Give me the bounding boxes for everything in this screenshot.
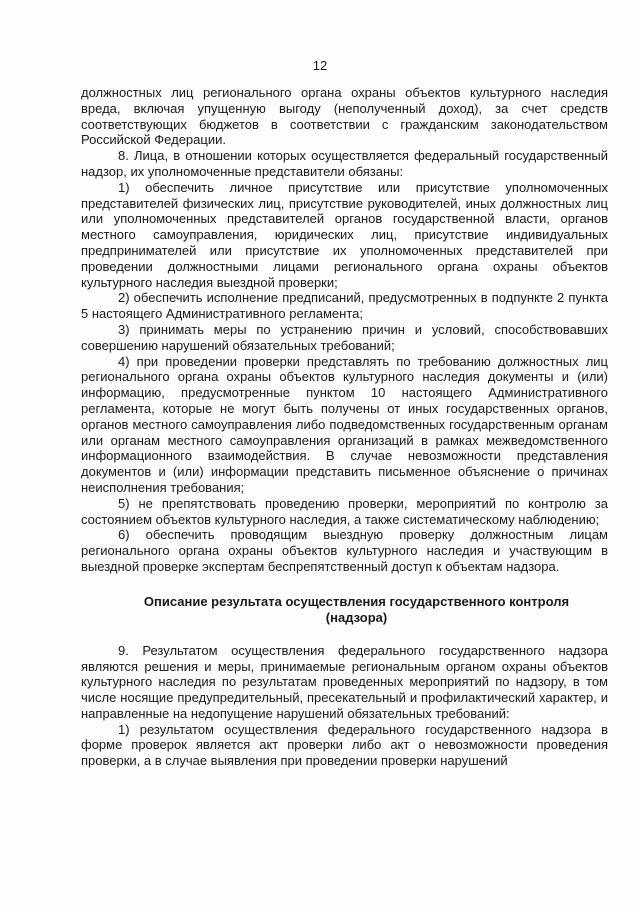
paragraph-duty-4: 4) при проведении проверки представлять по требованию должностных лиц регионального органа охраны объектов культурного наследия документы и (или) информацию, предусмотренные пунктом 10 настоящего Административного регламента, которые не могут быть получены от иных государственных органов, органов местного самоуправления либо подведомственных государственным органам или органам местного самоуправления организаций в рамках межведомственного информационного взаимодействия. В случае невозможности представления документов и (или) информации представить письменное объяснение о причинах неисполнения требования; (81, 353, 608, 495)
paragraph-result-1: 1) результатом осуществления федерального государственного надзора в форме проверок является акт проверки либо акт о невозможности проведения проверки, а в случае выявления при проведении проверки нарушений (81, 721, 608, 769)
paragraph-duty-2: 2) обеспечить исполнение предписаний, предусмотренных в подпункте 2 пункта 5 настоящего Административного регламента; (81, 290, 608, 322)
section-heading-line-2: (надзора) (325, 609, 388, 625)
paragraph-item-9: 9. Результатом осуществления федерального государственного надзора являются решения и меры, принимаемые региональным органом охраны объектов культурного наследия по результатам проведенных мероприятий по надзору, в том числе носящие предупредительный, пресекательный и профилактический характер, и направленные на недопущение нарушений обязательных требований: (81, 642, 608, 721)
paragraph-liability-continuation: должностных лиц регионального органа охраны объектов культурного наследия вреда, включая упущенную выгоду (неполученный доход), за счет средств соответствующих бюджетов в соответствии с гражданским законодательством Российской Федерации. (81, 85, 608, 148)
section-heading (81, 594, 608, 626)
document-body (81, 85, 608, 769)
paragraph-duty-5: 5) не препятствовать проведению проверки, мероприятий по контролю за состоянием объектов культурного наследия, а также систематическому наблюдению; (81, 495, 608, 527)
paragraph-item-8: 8. Лица, в отношении которых осуществляется федеральный государственный надзор, их уполномоченные представители обязаны: (81, 148, 608, 179)
paragraph-duty-6: 6) обеспечить проводящим выездную проверку должностным лицам регионального органа охраны объектов культурного наследия и участвующим в выездной проверке экспертам беспрепятственный доступ к объектам надзора. (81, 527, 608, 574)
paragraph-duty-3: 3) принимать меры по устранению причин и условий, способствовавших совершению нарушений обязательных требований; (81, 321, 608, 353)
paragraph-duty-1: 1) обеспечить личное присутствие или присутствие уполномоченных представителей физических лиц, присутствие руководителей, иных должностных лиц или уполномоченных представителей органов государственной власти, органов местного самоуправления, юридических лиц, присутствие индивидуальных предпринимателей или присутствие их уполномоченных представителей при проведении должностными лицами регионального органа охраны объектов культурного наследия выездной проверки; (81, 179, 608, 290)
page-number: 12 (312, 58, 328, 73)
section-heading-line-1: Описание результата осуществления государственного контроля (143, 593, 570, 609)
